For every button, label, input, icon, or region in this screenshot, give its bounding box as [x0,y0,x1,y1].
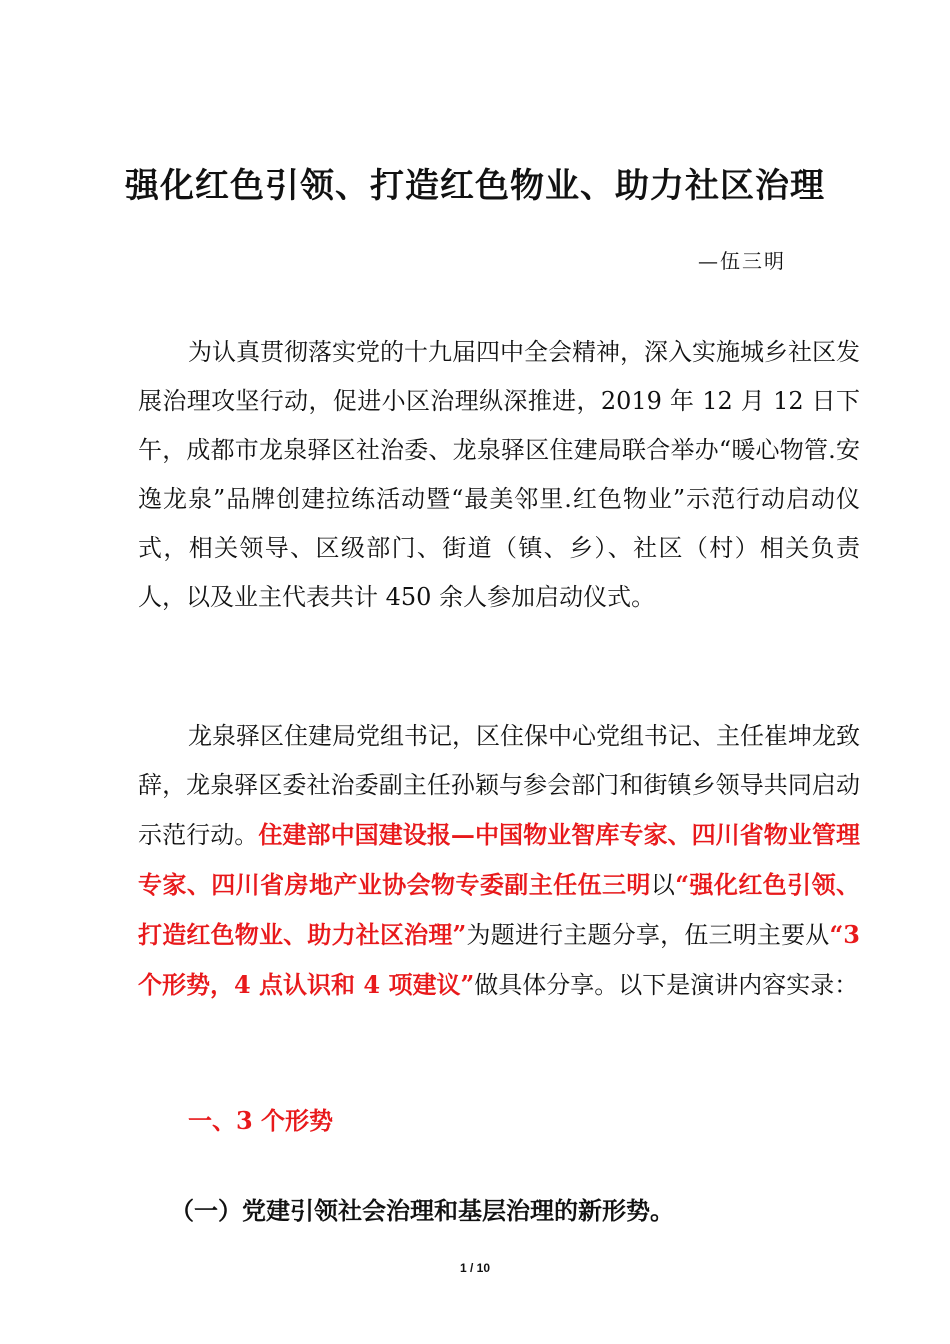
document-title: 强化红色引领、打造红色物业、助力社区治理 [125,166,825,206]
paragraph-speech-text-3: 为题进行主题分享，伍三明主要从 [466,921,830,949]
paragraph-intro-text: 为认真贯彻落实党的十九届四中全会精神，深入实施城乡社区发展治理攻坚行动，促进小区治理纵深推进，2019 年 12 月 12 日下午，成都市龙泉驿区社治委、龙泉驿区住建局联合举办“暖心物管.安逸龙泉”品牌创建拉练活动暨“最美邻里.红色物业”示范行动启动仪式，相关领导、区级部门、街道（镇、乡）、社区（村）相关负责人，以及业主代表共计 450 余人参加启动仪式。 [138,338,860,611]
speaker-credentials: 住建部中国建设报—中国物业智库专家、四川省物业管理专家、四川省房地产业协会物专委副主任伍三明 [138,820,861,899]
subsection-heading-1: （一）党建引领社会治理和基层治理的新形势。 [170,1196,674,1225]
speech-outline: “3 个形势，4 点认识和 4 项建议” [138,920,861,999]
paragraph-speech-text-2: 以 [650,871,676,899]
paragraph-intro [138,328,860,622]
paragraph-speech-text-4: 做具体分享。以下是演讲内容实录： [474,971,859,999]
page-number: 1 / 10 [459,1261,491,1275]
section-heading-1: 一、3 个形势 [188,1106,334,1135]
author-line: —伍三明 [698,249,786,273]
paragraph-speech-text-1: 龙泉驿区住建局党组书记，区住保中心党组书记、主任崔坤龙致辞，龙泉驿区委社治委副主任孙颖与参会部门和街镇乡领导共同启动示范行动。 [138,722,860,849]
paragraph-speech [138,712,860,1010]
speech-topic: “强化红色引领、打造红色物业、助力社区治理” [138,870,860,949]
